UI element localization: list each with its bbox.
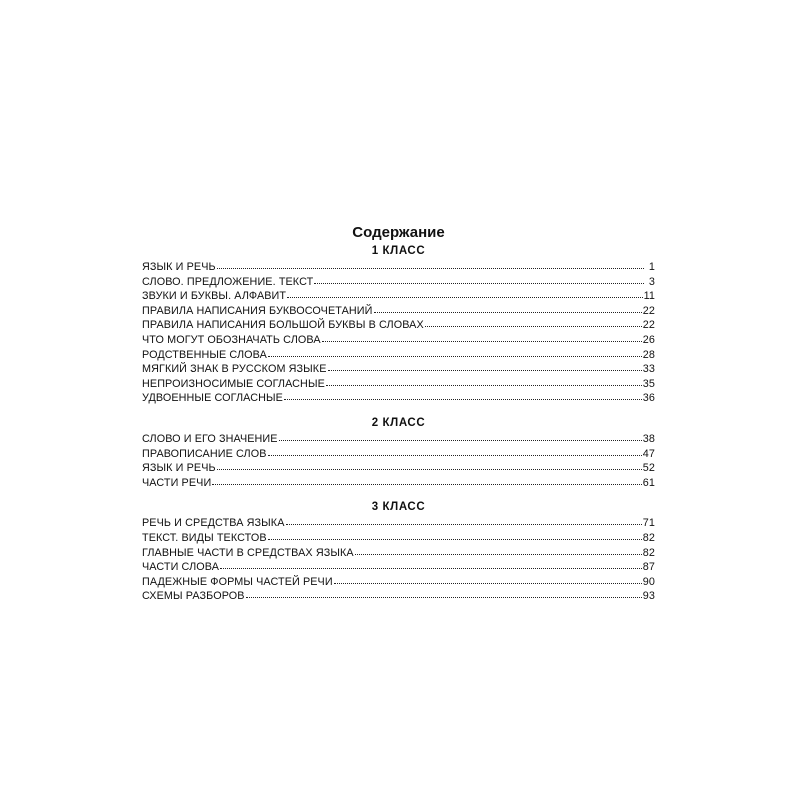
toc-entry-title: ЧАСТИ СЛОВА bbox=[142, 561, 220, 574]
dot-leader bbox=[326, 377, 642, 387]
dot-leader bbox=[220, 560, 642, 570]
toc-entry bbox=[142, 318, 655, 333]
toc-entry-page-number: 3 bbox=[648, 275, 655, 288]
toc-entry-title: ЯЗЫК И РЕЧЬ bbox=[142, 261, 216, 273]
toc-entry bbox=[142, 516, 655, 531]
toc-entry-title: СХЕМЫ РАЗБОРОВ bbox=[142, 590, 245, 603]
table-of-contents bbox=[142, 224, 655, 604]
dot-leader bbox=[314, 275, 644, 285]
dot-leader bbox=[217, 260, 644, 270]
toc-entry-page-number: 1 bbox=[648, 261, 655, 273]
toc-entry-page-number: 22 bbox=[642, 319, 655, 332]
toc-entry-title: НЕПРОИЗНОСИМЫЕ СОГЛАСНЫЕ bbox=[142, 377, 325, 390]
toc-entry-page-number: 82 bbox=[642, 531, 655, 544]
toc-entry bbox=[142, 546, 655, 561]
dot-leader bbox=[284, 391, 642, 401]
toc-entry-page-number: 61 bbox=[642, 476, 655, 489]
dot-leader bbox=[286, 516, 642, 526]
toc-entry-page-number: 26 bbox=[642, 333, 655, 346]
toc-entry bbox=[142, 348, 655, 363]
dot-leader bbox=[287, 289, 642, 299]
toc-entry-page-number: 93 bbox=[642, 590, 655, 603]
toc-entry-page-number: 90 bbox=[642, 575, 655, 588]
section-gap bbox=[142, 490, 655, 500]
toc-entry-title: ЗВУКИ И БУКВЫ. АЛФАВИТ bbox=[142, 290, 287, 303]
toc-entry-page-number: 38 bbox=[642, 432, 655, 445]
toc-entry-page-number: 11 bbox=[643, 290, 655, 303]
toc-entry-title: ТЕКСТ. ВИДЫ ТЕКСТОВ bbox=[142, 531, 267, 544]
toc-entry-title: ПРАВОПИСАНИЕ СЛОВ bbox=[142, 447, 267, 460]
toc-entry-title: ЧТО МОГУТ ОБОЗНАЧАТЬ СЛОВА bbox=[142, 333, 321, 346]
toc-entry-title: ЯЗЫК И РЕЧЬ bbox=[142, 462, 216, 475]
toc-entry-title: МЯГКИЙ ЗНАК В РУССКОМ ЯЗЫКЕ bbox=[142, 363, 327, 376]
toc-entry bbox=[142, 531, 655, 546]
toc-entry bbox=[142, 432, 655, 447]
toc-entry bbox=[142, 589, 655, 604]
toc-entry bbox=[142, 377, 655, 392]
toc-entry-title: РЕЧЬ И СРЕДСТВА ЯЗЫКА bbox=[142, 517, 285, 530]
section-heading: 3 КЛАСС bbox=[371, 501, 426, 514]
dot-leader bbox=[268, 447, 642, 457]
toc-entry bbox=[142, 391, 655, 406]
dot-leader bbox=[374, 304, 642, 314]
toc-entry-title: СЛОВО. ПРЕДЛОЖЕНИЕ. ТЕКСТ bbox=[142, 275, 314, 288]
toc-entry-title: РОДСТВЕННЫЕ СЛОВА bbox=[142, 348, 267, 361]
section-gap bbox=[142, 406, 655, 416]
dot-leader bbox=[328, 362, 642, 372]
toc-sections bbox=[142, 244, 655, 604]
dot-leader bbox=[268, 348, 642, 358]
dot-leader bbox=[217, 461, 642, 471]
toc-entry-page-number: 22 bbox=[642, 304, 655, 317]
toc-entry bbox=[142, 275, 655, 290]
toc-entry bbox=[142, 260, 655, 275]
toc-entry-title: СЛОВО И ЕГО ЗНАЧЕНИЕ bbox=[142, 432, 278, 445]
toc-entry bbox=[142, 289, 655, 304]
toc-entry-page-number: 87 bbox=[642, 561, 655, 574]
toc-entry-title: ПРАВИЛА НАПИСАНИЯ БУКВОСОЧЕТАНИЙ bbox=[142, 304, 373, 317]
dot-leader bbox=[322, 333, 642, 343]
toc-entry bbox=[142, 447, 655, 462]
toc-entry bbox=[142, 333, 655, 348]
toc-entry-page-number: 47 bbox=[642, 447, 655, 460]
toc-entry-title: ЧАСТИ РЕЧИ bbox=[142, 476, 212, 489]
toc-entry-title: УДВОЕННЫЕ СОГЛАСНЫЕ bbox=[142, 392, 283, 405]
toc-entry-page-number: 35 bbox=[642, 377, 655, 390]
dot-leader bbox=[268, 531, 642, 541]
dot-leader bbox=[279, 432, 642, 442]
toc-entry-page-number: 28 bbox=[642, 348, 655, 361]
dot-leader bbox=[355, 546, 642, 556]
dot-leader bbox=[425, 318, 642, 328]
toc-entry bbox=[142, 476, 655, 491]
section-heading: 1 КЛАСС bbox=[371, 245, 426, 257]
toc-entry-page-number: 71 bbox=[642, 517, 655, 530]
toc-entry-title: ПРАВИЛА НАПИСАНИЯ БОЛЬШОЙ БУКВЫ В СЛОВАХ bbox=[142, 319, 424, 332]
toc-entry bbox=[142, 362, 655, 377]
toc-entry-title: ГЛАВНЫЕ ЧАСТИ В СРЕДСТВАХ ЯЗЫКА bbox=[142, 546, 354, 559]
toc-entry-page-number: 36 bbox=[642, 392, 655, 405]
dot-leader bbox=[246, 589, 642, 599]
toc-entry-title: ПАДЕЖНЫЕ ФОРМЫ ЧАСТЕЙ РЕЧИ bbox=[142, 575, 333, 588]
page-title: Содержание bbox=[352, 224, 445, 241]
toc-entry-page-number: 82 bbox=[642, 546, 655, 559]
toc-entry-page-number: 52 bbox=[642, 462, 655, 475]
section-heading: 2 КЛАСС bbox=[371, 416, 426, 429]
toc-entry-page-number: 33 bbox=[642, 363, 655, 376]
toc-entry bbox=[142, 560, 655, 575]
dot-leader bbox=[334, 575, 642, 585]
toc-entry bbox=[142, 461, 655, 476]
dot-leader bbox=[212, 476, 641, 486]
toc-entry bbox=[142, 304, 655, 319]
toc-entry bbox=[142, 575, 655, 590]
